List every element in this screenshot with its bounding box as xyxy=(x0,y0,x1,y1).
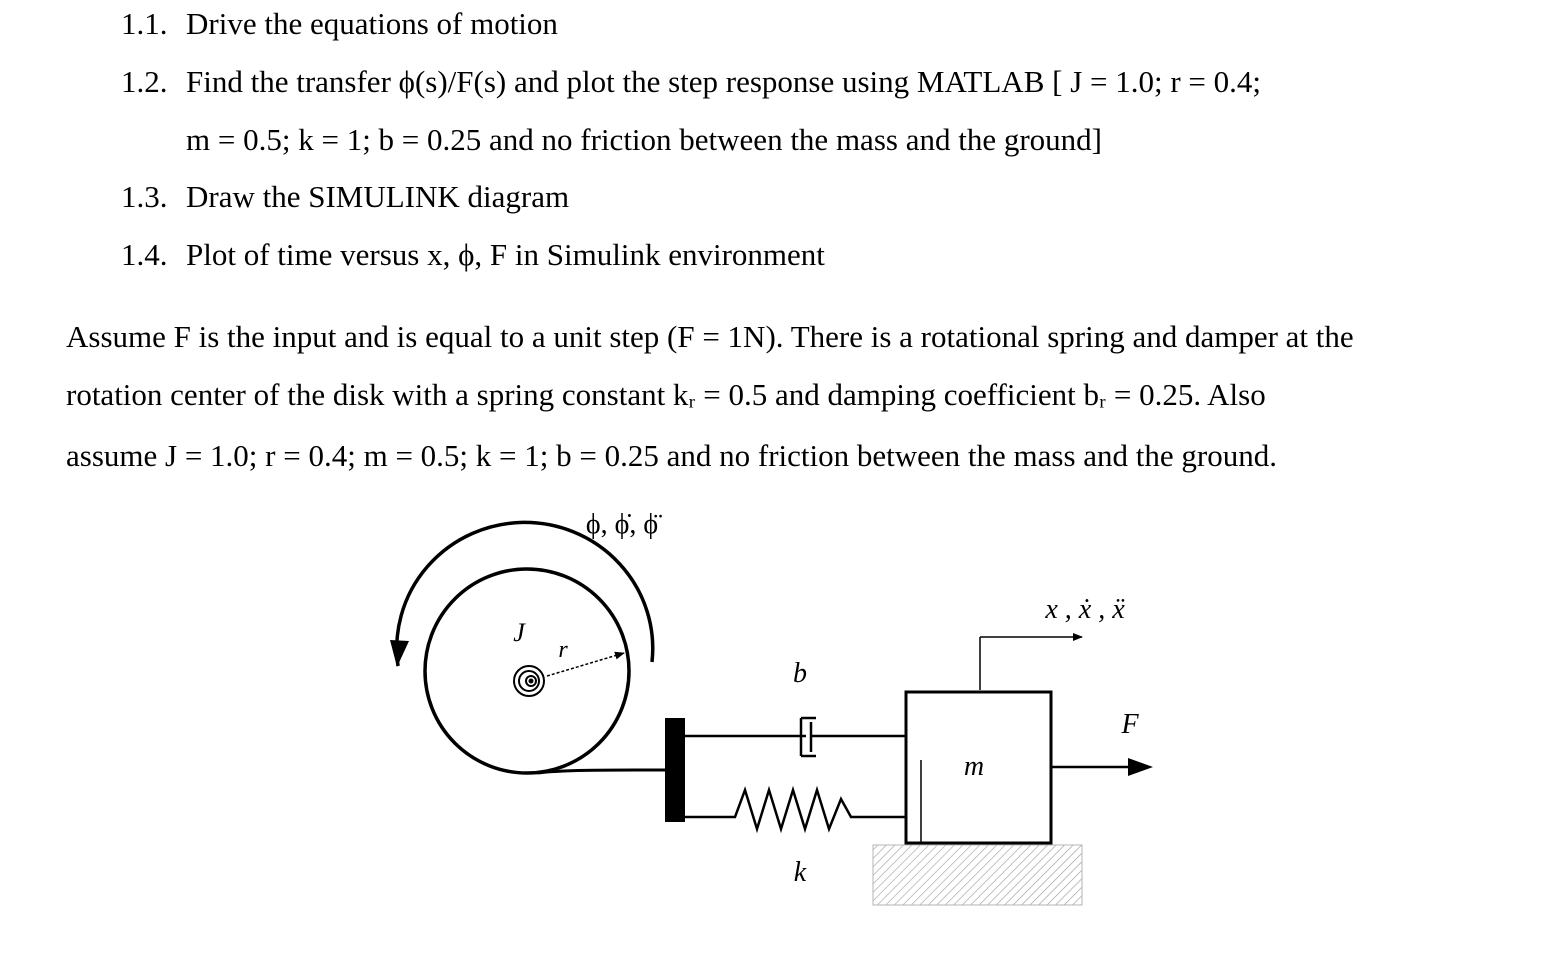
disk-inertia-label: J xyxy=(513,618,525,647)
radius-label: r xyxy=(558,637,568,663)
spring-label: k xyxy=(793,857,807,888)
ground xyxy=(873,845,1082,905)
damper-label: b xyxy=(793,658,807,689)
spring xyxy=(685,790,906,829)
cable xyxy=(538,770,668,773)
force-label: F xyxy=(1121,709,1139,740)
task-number: 1.3. xyxy=(121,179,168,214)
task-number: 1.2. xyxy=(121,64,168,99)
rotation-arrow-head-icon xyxy=(390,640,409,667)
assumption-line: assume J = 1.0; r = 0.4; m = 0.5; k = 1; b = 0.25 and no friction between the mass and the ground. xyxy=(66,438,1277,473)
damper xyxy=(685,718,906,756)
task-number: 1.4. xyxy=(121,237,168,272)
mass-label: m xyxy=(963,751,985,782)
position-label: x , ẋ , ẍ xyxy=(1045,594,1125,625)
task-number: 1.1. xyxy=(121,6,168,41)
task-text: Draw the SIMULINK diagram xyxy=(186,179,570,214)
force-arrow-head-icon xyxy=(1128,758,1153,776)
task-text: m = 0.5; k = 1; b = 0.25 and no friction between the mass and the ground] xyxy=(186,122,1102,157)
assumption-line: rotation center of the disk with a spring constant kᵣ = 0.5 and damping coefficient bᵣ = 0.25. Also xyxy=(66,377,1266,412)
angle-label: ϕ, ϕ̇, ϕ̈ xyxy=(585,509,659,540)
task-text: Find the transfer ϕ(s)/F(s) and plot the step response using MATLAB [ J = 1.0; r = 0.4; xyxy=(186,64,1262,99)
task-text: Plot of time versus x, ϕ, F in Simulink environment xyxy=(186,237,825,272)
assumption-line: Assume F is the input and is equal to a unit step (F = 1N). There is a rotational spring and damper at the xyxy=(66,319,1354,354)
rotational-spring-icon xyxy=(514,666,544,696)
wall-bar xyxy=(665,718,685,822)
task-text: Drive the equations of motion xyxy=(186,6,558,41)
